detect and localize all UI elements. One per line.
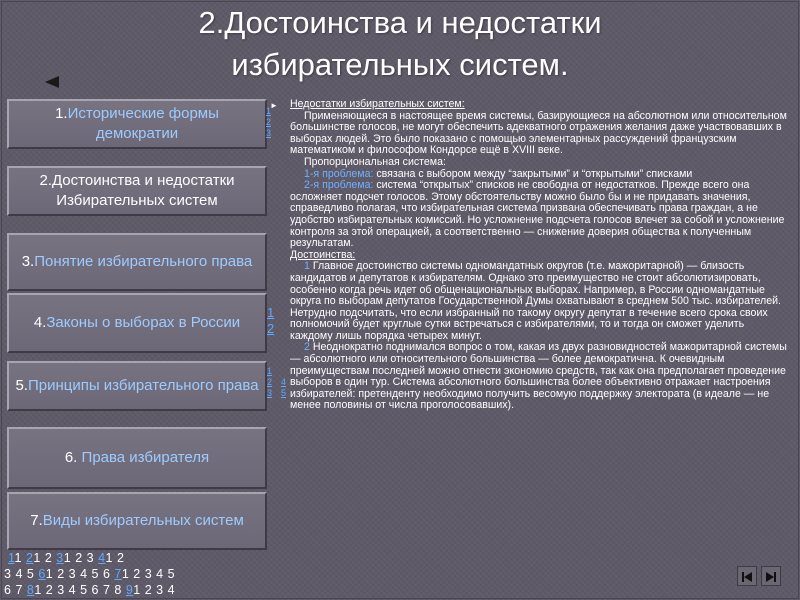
content-text <box>290 99 788 412</box>
side-number-link[interactable]: 1 <box>267 305 275 320</box>
point-number: 2 <box>304 341 310 354</box>
side-number-group-3b <box>281 377 286 399</box>
page-link[interactable]: 3 <box>56 551 64 565</box>
nav-num: 6. <box>64 449 82 466</box>
nav-label-link[interactable]: Виды избирательных систем <box>42 512 244 529</box>
page-link[interactable]: 4 <box>98 551 106 565</box>
nav-label-link[interactable]: Права избирателя <box>81 449 210 466</box>
side-number-link[interactable]: 2 <box>267 321 275 336</box>
content-paragraph: Пропорциональная система: <box>304 155 446 168</box>
page-link[interactable]: 2 <box>25 551 34 565</box>
side-number-link[interactable]: 3 <box>266 128 272 138</box>
nav-label: Достоинства и недостатки Избирательных систем <box>51 172 235 209</box>
first-slide-button[interactable] <box>737 566 757 586</box>
nav-num: 5. <box>15 377 28 394</box>
nav-num: 3. <box>21 253 35 270</box>
nav-button-1[interactable] <box>7 99 267 149</box>
side-number-link[interactable]: 2 <box>267 377 273 387</box>
side-number-group-1 <box>266 106 271 139</box>
nav-button-7[interactable] <box>7 492 267 550</box>
side-number-link[interactable]: 5 <box>281 388 287 398</box>
nav-button-5[interactable] <box>7 361 267 411</box>
side-number-link[interactable]: 1 <box>267 366 273 376</box>
problem-label: 1-я проблема: <box>304 167 374 180</box>
page-link[interactable]: 1 <box>8 551 15 565</box>
nav-label-link[interactable]: Принципы избирательного права <box>27 377 259 394</box>
content-paragraph: 1 Главное достоинство системы одномандатных округов (т.е. мажоритарной) — близость кандидатов и депутатов к избирателям. Однако это преимущество не стоит абсолютизировать, особенно когда речь идет об общенациональных выборах. Например, в России одномандатные округа по выборам депутатов Государственной Думы охватывают в среднем 500 тыс. избирателей. Нетрудно подсчитать, что если избранный по такому округу депутат в течение всего срока своих полномочий будет круглые сутки встречаться с избирателями, то и тогда он сможет уделить каждому лишь порядка четырех минут. <box>290 260 781 342</box>
side-number-link[interactable]: 3 <box>267 388 273 398</box>
back-arrow-icon[interactable] <box>45 76 59 88</box>
side-number-link[interactable]: 4 <box>281 377 287 387</box>
nav-label-link[interactable]: Понятие избирательного права <box>34 253 253 270</box>
content-paragraph: 1-я проблема: связана с выбором между “закрытыми” и “открытыми” списками <box>304 167 693 180</box>
nav-button-3[interactable] <box>7 233 267 291</box>
bullet-arrow-icon: ► <box>270 101 278 110</box>
nav-label-link[interactable]: Законы о выборах в России <box>46 314 241 331</box>
content-heading: Недостатки избирательных систем: <box>290 98 465 110</box>
content-paragraph: Применяющиеся в настоящее время системы, базирующиеся на абсолютном или относительном большинстве голосов, не могут обеспечить адекватного отражения желания даже участвовавших в выборах людей. Это было показано с помощью элементарных рассуждений французским математиком и философом Кондорсе ещё в XVIII веке. <box>290 109 787 157</box>
page-link[interactable]: 9 <box>125 583 134 597</box>
side-number-group-2 <box>267 305 274 337</box>
page-link[interactable]: 6 <box>38 567 46 581</box>
nav-num: 2. <box>39 172 52 189</box>
content-paragraph: 2 Неоднократно поднимался вопрос о том, какая из двух разновидностей мажоритарной системы — абсолютного или относительного большинства — более демократична. К очевидным преимуществам последней можно отнести экономию средств, так как она предполагает проведение выборов в один тур. Система абсолютного большинства более объективно отражает настроения избирателей: претенденту необходимо получить весомую поддержку электората (в идеале — не менее половины от числа проголосовавших). <box>290 341 787 412</box>
nav-button-4[interactable] <box>7 293 267 353</box>
nav-num: 4. <box>33 314 47 331</box>
nav-num: 7. <box>30 512 43 529</box>
content-heading: Достоинства: <box>290 248 356 261</box>
page-link[interactable]: 7 <box>114 567 122 581</box>
content-paragraph: 2-я проблема: система “открытых” списков не свободна от недостатков. Прежде всего она осложняет подсчет голосов. Этому обстоятельству можно было бы и не придавать значения, справедливо полагая, что избирательная система призвана обеспечивать права граждан, а не удобство избирательных комиссий. Но усложнение подсчета голосов влечет за собой и усложнение контроля за этой операцией, а соответственно — снижение доверия общества к полученным результатам. <box>290 179 785 250</box>
slide-title: 2.Достоинства и недостатки избирательных систем. <box>198 5 602 82</box>
nav-button-2[interactable] <box>7 166 267 216</box>
side-number-group-3a <box>267 366 272 399</box>
bottom-number-links: 11 21 2 31 2 3 41 2 3 4 5 61 2 3 4 5 6 71 2 3 4 5 6 7 81 2 3 4 5 6 7 8 91 2 3 4 <box>4 551 176 597</box>
problem-label: 2-я проблема: <box>304 179 374 192</box>
side-number-link[interactable]: 2 <box>266 117 272 127</box>
page-link[interactable]: 8 <box>26 583 35 597</box>
point-number: 1 <box>304 260 310 273</box>
nav-label-link[interactable]: Исторические формы демократии <box>67 105 219 142</box>
last-slide-button[interactable] <box>761 566 781 586</box>
side-number-link[interactable]: 1 <box>266 106 272 116</box>
nav-button-6[interactable] <box>7 427 267 489</box>
nav-num: 1. <box>55 105 68 122</box>
